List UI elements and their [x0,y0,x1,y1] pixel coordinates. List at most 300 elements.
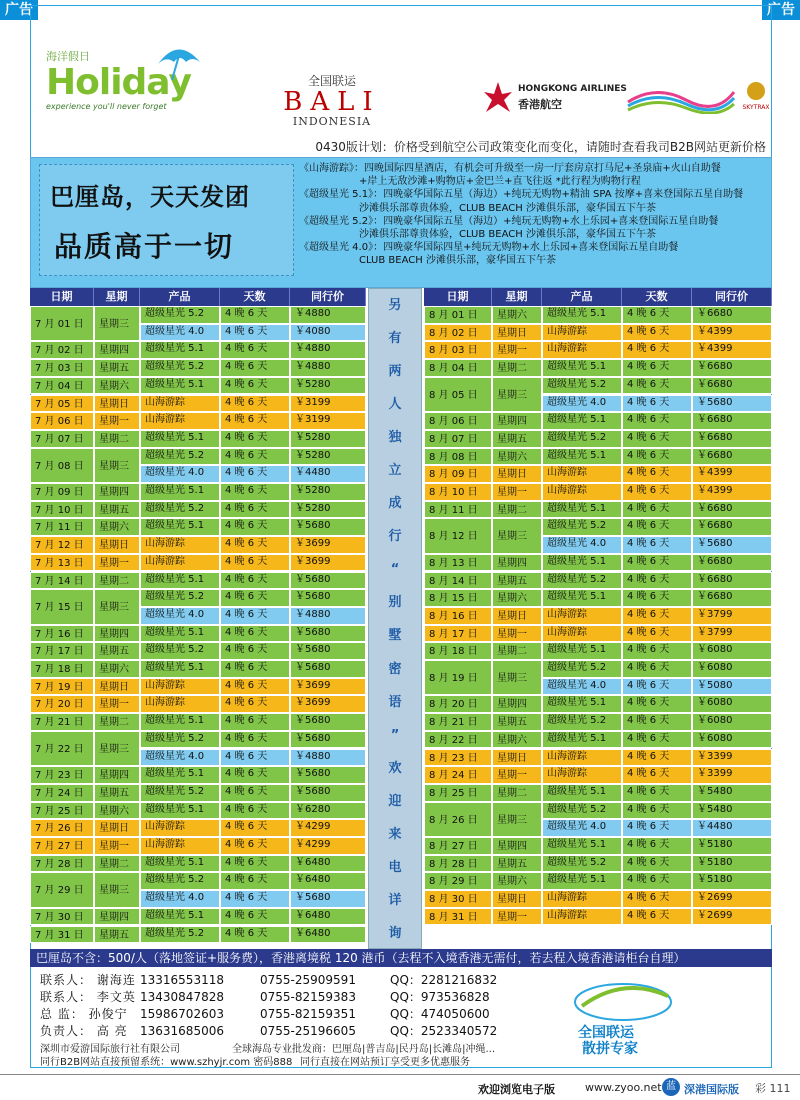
table-row [424,908,772,926]
date-cell: 8 月 11 日 [424,501,492,519]
table-row [424,642,772,660]
weekday-cell: 星期二 [94,430,140,448]
weekday-cell: 星期四 [94,766,140,784]
route-line: 沙滩俱乐部尊贵体验，CLUB BEACH 沙滩俱乐部，豪华国五下午茶 [359,229,656,241]
product-cell: 超级星光 4.0 [140,749,220,767]
price-cell: ￥6080 [692,642,772,660]
contact-list [40,972,560,1040]
price-cell: ￥3699 [290,678,366,696]
price-cell: ￥6680 [692,359,772,377]
price-cell: ￥6280 [290,802,366,820]
date-cell: 8 月 07 日 [424,430,492,448]
price-cell: ￥4880 [290,341,366,359]
price-cell: ￥6480 [290,872,366,890]
price-cell: ￥4399 [692,341,772,359]
price-cell: ￥5180 [692,872,772,890]
duration-cell: 4 晚 6 天 [622,518,692,536]
weekday-cell: 星期四 [492,695,542,713]
table-row [30,395,366,413]
duration-cell: 4 晚 6 天 [622,448,692,466]
date-cell: 7 月 14 日 [30,572,94,590]
product-cell: 超级星光 5.1 [542,642,622,660]
price-cell: ￥5680 [290,784,366,802]
weekday-cell: 星期三 [492,377,542,412]
skytrax-label: SKYTRAX [742,104,770,111]
table-row [30,713,366,731]
price-cell: ￥6680 [692,518,772,536]
date-cell: 8 月 13 日 [424,554,492,572]
expert-line2: 散拼专家 [582,1041,638,1057]
date-cell: 7 月 04 日 [30,377,94,395]
date-cell: 7 月 01 日 [30,306,94,341]
date-cell: 8 月 06 日 [424,412,492,430]
product-cell: 超级星光 4.0 [140,607,220,625]
weekday-cell: 星期五 [492,430,542,448]
product-cell: 超级星光 5.2 [140,926,220,944]
business-scope: 全球海岛专业批发商：巴厘岛|普吉岛|民丹岛|长滩岛|冲绳... [232,1044,496,1055]
table-row [140,749,366,767]
duration-cell: 4 晚 6 天 [622,642,692,660]
promo-char: 两 [388,364,402,380]
contact-mobile[interactable]: 13631685006 [140,1024,224,1038]
product-cell: 超级星光 5.1 [542,589,622,607]
promo-char: 有 [388,331,402,347]
duration-cell: 4 晚 6 天 [622,554,692,572]
route-line: +岸上无敌沙滩+购物店+金巴兰+直飞往返 *此行程为购物行程 [359,176,641,188]
price-cell: ￥3399 [692,749,772,767]
contact-qq[interactable]: QQ：973536828 [390,990,490,1004]
promo-char: 成 [388,496,402,512]
date-cell: 8 月 02 日 [424,324,492,342]
weekday-cell: 星期三 [492,802,542,837]
duration-cell: 4 晚 6 天 [622,837,692,855]
table-row [424,572,772,590]
duration-cell: 4 晚 6 天 [622,306,692,324]
route-line: 沙滩俱乐部尊贵体验，CLUB BEACH 沙滩俱乐部，豪华国五下午茶 [359,202,656,214]
column-header: 日期 [424,288,492,306]
promo-char: 独 [388,430,402,446]
weekday-cell: 星期一 [492,341,542,359]
route-line: 《超级星光 5.1》：四晚豪华国际五星（海边）+纯玩无购物+精油 SPA 按摩+喜来登国际五星自助餐 [299,189,744,201]
table-row [30,518,366,536]
weekday-cell: 星期日 [492,890,542,908]
promo-char: 详 [388,892,402,908]
duration-cell: 4 晚 6 天 [622,819,692,837]
bali-logo [252,72,412,128]
duration-cell: 4 晚 6 天 [622,802,692,820]
product-cell: 山海游踪 [542,465,622,483]
product-cell: 超级星光 5.1 [542,412,622,430]
slogan-line2: 品质高于一切 [54,230,235,263]
weekday-cell: 星期二 [492,784,542,802]
price-cell: ￥3699 [290,536,366,554]
duration-cell: 4 晚 6 天 [622,784,692,802]
product-cell: 超级星光 5.1 [140,572,220,590]
product-cell: 山海游踪 [140,536,220,554]
promo-char: ” [390,727,400,743]
table-row [424,448,772,466]
weekday-cell: 星期六 [94,660,140,678]
price-cell: ￥6680 [692,377,772,395]
duration-cell: 4 晚 6 天 [622,855,692,873]
table-row [424,890,772,908]
contact-phone[interactable]: 0755-25909591 [260,973,356,987]
weekday-cell: 星期六 [492,448,542,466]
date-cell: 8 月 14 日 [424,572,492,590]
promo-char: 密 [388,661,402,677]
product-cell: 山海游踪 [542,607,622,625]
weekday-cell: 星期五 [94,642,140,660]
date-cell: 8 月 20 日 [424,695,492,713]
table-row [30,678,366,696]
duration-cell: 4 晚 6 天 [622,660,692,678]
table-row [542,819,772,837]
duration-cell: 4 晚 6 天 [220,607,290,625]
price-cell: ￥3699 [290,695,366,713]
footer-site-link[interactable]: www.zyoo.net [585,1081,662,1094]
table-row [140,589,366,607]
duration-cell: 4 晚 6 天 [220,731,290,749]
contact-phone[interactable]: 0755-82159351 [260,1007,356,1021]
price-cell: ￥5680 [692,395,772,413]
price-cell: ￥5680 [692,536,772,554]
product-cell: 超级星光 5.2 [542,518,622,536]
contact-mobile[interactable]: 13316553118 [140,973,224,987]
table-row [424,501,772,519]
duration-cell: 4 晚 6 天 [220,412,290,430]
column-header: 天数 [622,288,692,306]
column-header: 星期 [94,288,140,306]
product-cell: 超级星光 5.2 [140,784,220,802]
date-cell: 7 月 20 日 [30,695,94,713]
product-cell: 山海游踪 [140,695,220,713]
price-cell: ￥5680 [290,731,366,749]
price-cell: ￥5680 [290,572,366,590]
price-cell: ￥5280 [290,483,366,501]
date-cell: 8 月 19 日 [424,660,492,695]
weekday-cell: 星期二 [94,572,140,590]
column-header: 同行价 [692,288,772,306]
price-cell: ￥4480 [692,819,772,837]
product-cell: 超级星光 5.1 [542,359,622,377]
date-cell: 7 月 13 日 [30,554,94,572]
product-cell: 山海游踪 [542,483,622,501]
product-cell: 超级星光 5.2 [140,306,220,324]
product-cell: 超级星光 5.1 [542,501,622,519]
product-cell: 超级星光 5.1 [140,377,220,395]
product-cell: 超级星光 5.1 [140,713,220,731]
contact-phone[interactable]: 0755-25196605 [260,1024,356,1038]
date-cell: 7 月 23 日 [30,766,94,784]
product-cell: 超级星光 5.2 [542,713,622,731]
weekday-cell: 星期二 [94,713,140,731]
product-cell: 超级星光 5.2 [140,589,220,607]
date-cell: 8 月 27 日 [424,837,492,855]
date-cell: 7 月 26 日 [30,819,94,837]
table-row [424,341,772,359]
price-cell: ￥6480 [290,855,366,873]
footer-logo-icon: 蓝 [662,1078,680,1096]
table-row [424,306,772,324]
table-row [424,412,772,430]
weekday-cell: 星期三 [94,306,140,341]
duration-cell: 4 晚 6 天 [220,518,290,536]
weekday-cell: 星期四 [492,554,542,572]
price-cell: ￥6680 [692,589,772,607]
date-cell: 8 月 17 日 [424,625,492,643]
price-cell: ￥5680 [290,660,366,678]
duration-cell: 4 晚 6 天 [220,395,290,413]
promo-char: “ [390,562,400,578]
price-cell: ￥4399 [692,324,772,342]
date-cell: 7 月 03 日 [30,359,94,377]
product-cell: 超级星光 5.1 [542,554,622,572]
contact-qq[interactable]: QQ：2281216832 [390,973,498,987]
contact-row [40,989,560,1006]
umbrella-icon [154,42,202,82]
date-cell: 7 月 09 日 [30,483,94,501]
duration-cell: 4 晚 6 天 [220,890,290,908]
price-cell: ￥4299 [290,819,366,837]
table-row [424,589,772,607]
duration-cell: 4 晚 6 天 [220,642,290,660]
contact-name: 联系人： 李文英 [40,990,136,1004]
promo-char: 询 [388,925,402,941]
date-cell: 7 月 21 日 [30,713,94,731]
date-cell: 8 月 01 日 [424,306,492,324]
table-row [542,518,772,536]
weekday-cell: 星期日 [94,536,140,554]
weekday-cell: 星期三 [94,589,140,624]
weekday-cell: 星期四 [94,341,140,359]
date-cell: 8 月 29 日 [424,872,492,890]
date-cell: 8 月 10 日 [424,483,492,501]
duration-cell: 4 晚 6 天 [622,430,692,448]
table-row [542,802,772,820]
route-line: 《超级星光 4.0》：四晚豪华国际四星+纯玩无购物+水上乐园+喜来登国际五星自助餐 [299,242,679,254]
company-name: 深圳市爱游国际旅行社有限公司 [40,1044,180,1055]
duration-cell: 4 晚 6 天 [622,412,692,430]
price-cell: ￥5680 [290,589,366,607]
table-row [30,819,366,837]
contact-phone[interactable]: 0755-82159383 [260,990,356,1004]
duration-cell: 4 晚 6 天 [622,625,692,643]
date-cell: 7 月 19 日 [30,678,94,696]
product-cell: 超级星光 5.2 [140,872,220,890]
duration-cell: 4 晚 6 天 [622,749,692,767]
table-row [424,695,772,713]
table-row [140,465,366,483]
promo-char: 迎 [388,793,402,809]
table-row [30,855,366,873]
duration-cell: 4 晚 6 天 [622,483,692,501]
column-header: 同行价 [290,288,366,306]
product-cell: 山海游踪 [140,554,220,572]
table-row [424,855,772,873]
table-row [424,749,772,767]
product-cell: 超级星光 5.1 [140,430,220,448]
table-row [30,572,366,590]
date-cell: 7 月 15 日 [30,589,94,624]
product-cell: 超级星光 4.0 [140,324,220,342]
product-cell: 超级星光 5.2 [140,642,220,660]
weekday-cell: 星期一 [492,908,542,926]
table-row [140,324,366,342]
footer-page-number: 彩 111 [755,1082,791,1095]
table-row [30,359,366,377]
table-row [30,908,366,926]
date-cell: 7 月 10 日 [30,501,94,519]
duration-cell: 4 晚 6 天 [220,802,290,820]
table-header [30,288,366,306]
date-cell: 8 月 21 日 [424,713,492,731]
table-row [140,306,366,324]
promo-char: 立 [388,463,402,479]
duration-cell: 4 晚 6 天 [220,784,290,802]
date-cell: 8 月 12 日 [424,518,492,553]
weekday-cell: 星期六 [492,589,542,607]
table-row [424,837,772,855]
table-row [424,465,772,483]
table-row [30,430,366,448]
contact-name: 总 监： 孙俊宁 [40,1007,128,1021]
duration-cell: 4 晚 6 天 [622,678,692,696]
duration-cell: 4 晚 6 天 [220,554,290,572]
table-row [30,377,366,395]
duration-cell: 4 晚 6 天 [220,589,290,607]
duration-cell: 4 晚 6 天 [220,926,290,944]
duration-cell: 4 晚 6 天 [220,908,290,926]
weekday-cell: 星期一 [94,837,140,855]
price-cell: ￥5280 [290,501,366,519]
date-cell: 8 月 24 日 [424,766,492,784]
weekday-cell: 星期二 [492,501,542,519]
price-cell: ￥4880 [290,359,366,377]
duration-cell: 4 晚 6 天 [220,465,290,483]
date-cell: 7 月 31 日 [30,926,94,944]
weekday-cell: 星期二 [94,855,140,873]
table-row [30,837,366,855]
table-row [424,872,772,890]
table-row [30,642,366,660]
weekday-cell: 星期一 [94,412,140,430]
airline-name-en: HONGKONG AIRLINES [518,84,627,94]
duration-cell: 4 晚 6 天 [622,377,692,395]
contact-mobile[interactable]: 15986702603 [140,1007,224,1021]
weekday-cell: 星期日 [492,749,542,767]
date-cell: 7 月 22 日 [30,731,94,766]
price-cell: ￥6680 [692,448,772,466]
weekday-cell: 星期一 [94,695,140,713]
weekday-cell: 星期一 [492,766,542,784]
duration-cell: 4 晚 6 天 [622,607,692,625]
date-cell: 7 月 11 日 [30,518,94,536]
date-cell: 8 月 31 日 [424,908,492,926]
date-cell: 7 月 17 日 [30,642,94,660]
table-row [424,483,772,501]
date-cell: 8 月 03 日 [424,341,492,359]
weekday-cell: 星期四 [94,625,140,643]
weekday-cell: 星期日 [492,324,542,342]
product-cell: 超级星光 5.1 [140,625,220,643]
weekday-cell: 星期三 [94,872,140,907]
excluded-fees-note: 巴厘岛不含：500/人（落地签证+服务费），香港离境税 120 港币（去程不入境香港无需付，若去程入境香港请柜台自理） [30,949,772,967]
duration-cell: 4 晚 6 天 [622,766,692,784]
table-row [30,660,366,678]
price-cell: ￥5280 [290,448,366,466]
table-row [140,872,366,890]
price-cell: ￥6080 [692,660,772,678]
duration-cell: 4 晚 6 天 [220,872,290,890]
table-row [424,625,772,643]
hongkong-brand-icon [626,82,736,114]
contact-qq[interactable]: QQ：2523340572 [390,1024,498,1038]
table-row [30,483,366,501]
duration-cell: 4 晚 6 天 [220,536,290,554]
weekday-cell: 星期二 [492,642,542,660]
product-cell: 超级星光 5.1 [542,306,622,324]
price-cell: ￥4880 [290,749,366,767]
column-header: 星期 [492,288,542,306]
price-cell: ￥2699 [692,908,772,926]
duration-cell: 4 晚 6 天 [622,731,692,749]
bali-logo-sub: INDONESIA [292,115,372,128]
price-cell: ￥5280 [290,377,366,395]
duration-cell: 4 晚 6 天 [622,589,692,607]
price-cell: ￥4880 [290,306,366,324]
table-row [30,784,366,802]
table-row [542,377,772,395]
product-cell: 超级星光 5.1 [140,483,220,501]
table-row [30,802,366,820]
contact-qq[interactable]: QQ：474050600 [390,1007,490,1021]
price-cell: ￥4480 [290,465,366,483]
duration-cell: 4 晚 6 天 [220,819,290,837]
weekday-cell: 星期三 [492,660,542,695]
price-cell: ￥5680 [290,713,366,731]
date-cell: 7 月 02 日 [30,341,94,359]
date-cell: 8 月 05 日 [424,377,492,412]
product-cell: 山海游踪 [542,766,622,784]
weekday-cell: 星期五 [492,572,542,590]
duration-cell: 4 晚 6 天 [220,695,290,713]
table-row [30,625,366,643]
price-cell: ￥6680 [692,412,772,430]
table-row [30,412,366,430]
duration-cell: 4 晚 6 天 [220,377,290,395]
product-cell: 超级星光 4.0 [542,395,622,413]
weekday-cell: 星期三 [492,518,542,553]
date-cell: 8 月 04 日 [424,359,492,377]
column-header: 产品 [140,288,220,306]
weekday-cell: 星期日 [94,819,140,837]
table-row [424,607,772,625]
table-row [424,784,772,802]
product-cell: 超级星光 5.2 [542,802,622,820]
ad-label-right: 广告 [762,0,800,20]
contact-mobile[interactable]: 13430847828 [140,990,224,1004]
route-line: 《超级星光 5.2》：四晚豪华国际五星（海边）+纯玩无购物+水上乐园+喜来登国际五星自助餐 [299,215,719,227]
table-row [30,554,366,572]
date-cell: 7 月 08 日 [30,448,94,483]
duration-cell: 4 晚 6 天 [622,908,692,926]
date-cell: 8 月 22 日 [424,731,492,749]
date-cell: 7 月 12 日 [30,536,94,554]
product-cell: 超级星光 4.0 [140,465,220,483]
table-row [542,678,772,696]
product-cell: 超级星光 5.1 [542,731,622,749]
weekday-cell: 星期四 [94,908,140,926]
